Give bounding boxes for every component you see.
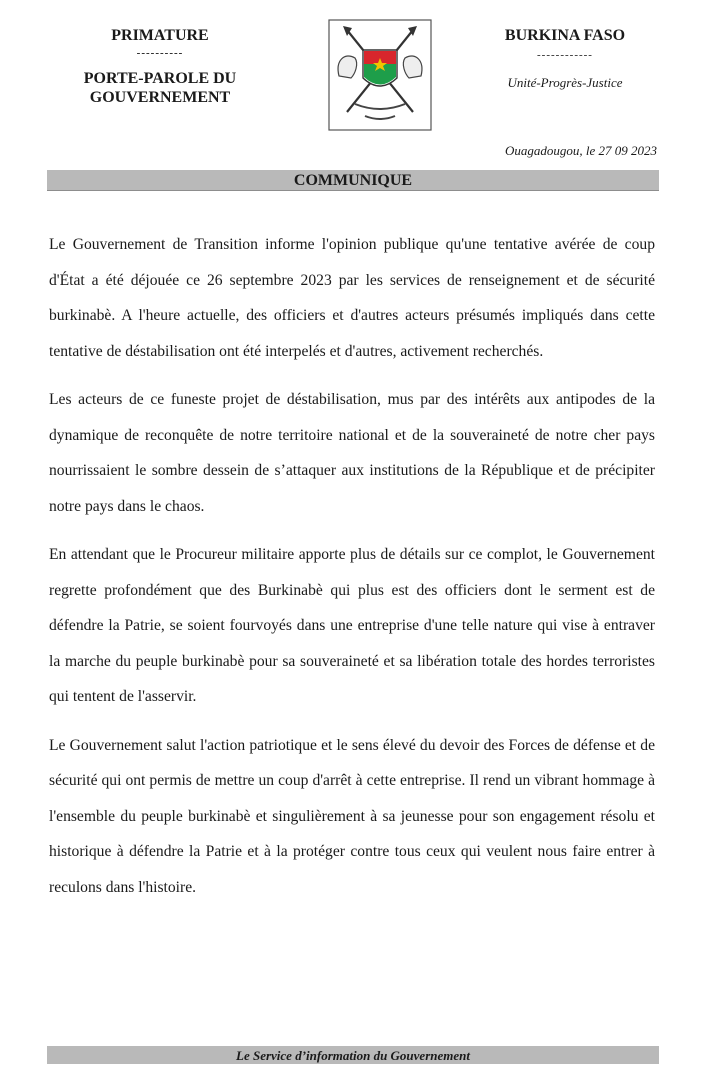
country-name: BURKINA FASO [504, 27, 626, 44]
issuer-separator: ---------- [136, 47, 184, 59]
issuer-block [55, 26, 265, 107]
issuer-spokesperson: PORTE-PAROLE DU [83, 70, 237, 87]
issuer-primature: PRIMATURE [111, 27, 209, 44]
signature-footer: Le Service d’information du Gouvernement [47, 1046, 659, 1064]
country-separator: ------------ [537, 49, 593, 61]
paragraph: Le Gouvernement salut l'action patriotique et le sens élevé du devoir des Forces de défense et de sécurité qui ont permis de mettre un coup d'arrêt à cette entreprise. Il rend un vibrant hommage à l'ensemble du peuple burkinabè et singulièrement à sa jeunesse pour son engagement résolu et historique à défendre la Patrie et à la protéger contre tous ceux qui veulent nous faire entrer à reculons dans l'histoire. [49, 736, 655, 896]
place-date: Ouagadougou, le 27 09 2023 [504, 143, 657, 158]
coat-of-arms-emblem [325, 16, 435, 134]
horse-left [338, 56, 357, 78]
paragraph: En attendant que le Procureur militaire apporte plus de détails sur ce complot, le Gouvernement regrette profondément que des Burkinabè qui plus est des officiers dont le serment est de défendre la Patrie, se soient fourvoyés dans une entreprise d'une telle nature qui vise à entraver la marche du peuple burkinabè pour sa souveraineté et sa libération totale des hordes terroristes qui tentent de l'asservir. [49, 546, 655, 705]
national-motto: Unité-Progrès-Justice [507, 75, 623, 90]
document-title: COMMUNIQUE [47, 170, 659, 191]
communique-body [49, 227, 655, 918]
paragraph: Les acteurs de ce funeste projet de déstabilisation, mus par des intérêts aux antipodes de la dynamique de reconquête de notre territoire national et de la souveraineté de notre cher pays nourrissaient le sombre dessein de s’attaquer aux institutions de la République et de précipiter notre pays dans le chaos. [49, 391, 655, 515]
country-block [470, 26, 660, 91]
issuer-government: GOUVERNEMENT [89, 89, 231, 106]
paragraph: Le Gouvernement de Transition informe l'opinion publique qu'une tentative avérée de coup d'État a été déjouée ce 26 septembre 2023 par les services de renseignement et de sécurité burkinabè. A l'heure actuelle, des officiers et d'autres acteurs présumés impliqués dans cette tentative de déstabilisation ont été interpelés et d'autres, activement recherchés. [49, 236, 655, 360]
horse-right [403, 56, 422, 78]
